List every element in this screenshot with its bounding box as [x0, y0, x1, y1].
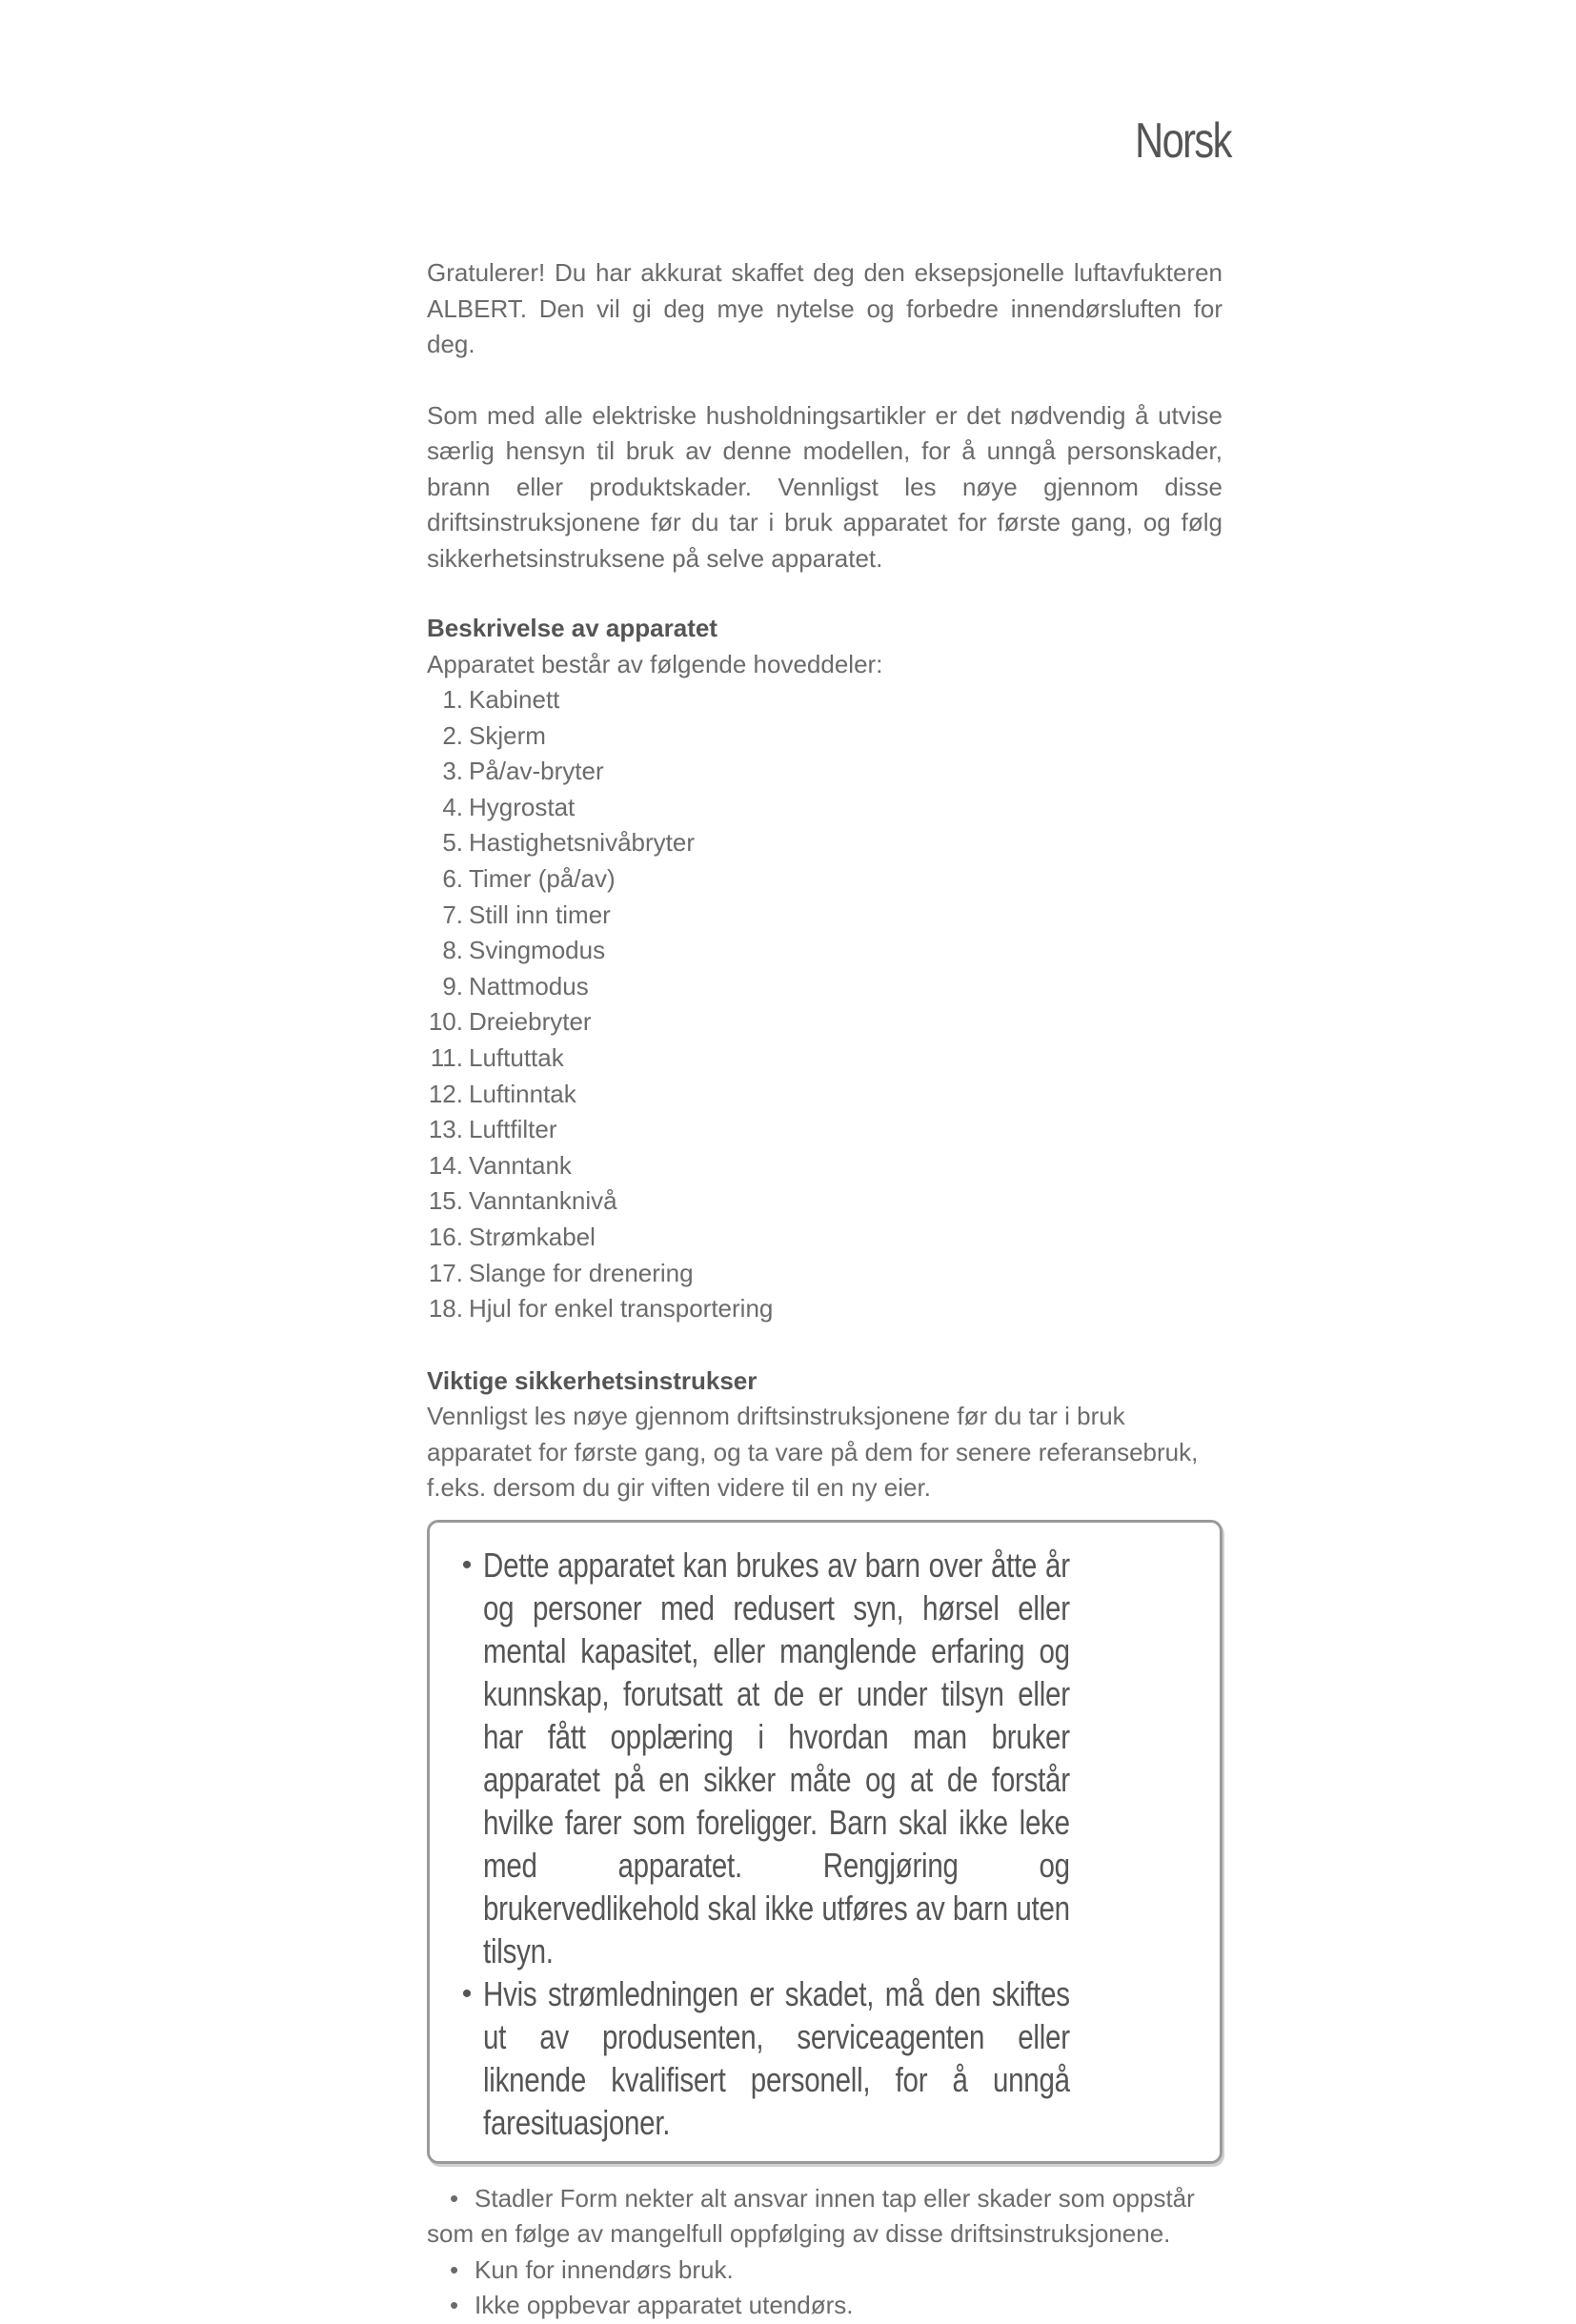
part-label: Luftinntak	[469, 1079, 576, 1108]
description-intro: Apparatet består av følgende hoveddeler:	[427, 649, 883, 678]
list-item	[427, 1077, 1222, 1113]
part-number: 8.	[442, 936, 463, 965]
warning-box	[427, 1520, 1222, 2164]
part-label: Dreiebryter	[469, 1007, 592, 1037]
part-label: Luftuttak	[469, 1042, 564, 1072]
list-item	[427, 1183, 1222, 1220]
description-heading: Beskrivelse av apparatet	[427, 614, 717, 642]
part-number: 6.	[442, 863, 463, 893]
part-number: 16.	[428, 1222, 463, 1251]
list-item	[427, 1112, 1222, 1148]
note-text: Stadler Form nekter alt ansvar innen tap eller skader som oppstår som en følge av mangelfull oppfølging av disse driftsinstruksjonene.	[427, 2183, 1195, 2249]
part-number: 13.	[428, 1115, 463, 1144]
list-item	[427, 1041, 1222, 1077]
warning-item	[451, 1972, 1199, 2144]
note-item	[427, 2288, 1222, 2324]
list-item	[427, 933, 1222, 969]
part-number: 18.	[428, 1294, 463, 1324]
list-item	[427, 1148, 1222, 1184]
list-item	[427, 718, 1222, 755]
note-text: Ikke oppbevar apparatet utendørs.	[475, 2291, 854, 2320]
list-item	[427, 1004, 1222, 1041]
list-item	[427, 1220, 1222, 1256]
bullet-icon: •	[461, 1548, 473, 1581]
safety-intro: Vennligst les nøye gjennom driftsinstruksjonene før du tar i bruk apparatet for første gang, og ta vare på dem for senere referansebruk, f.eks. dersom du gir viften videre til en ny eier.	[427, 1402, 1199, 1503]
part-label: Vanntanknivå	[469, 1186, 617, 1216]
list-item	[427, 898, 1222, 934]
note-item	[427, 2181, 1222, 2253]
part-label: Skjerm	[469, 720, 546, 750]
part-label: Slange for drenering	[469, 1258, 694, 1287]
safety-heading: Viktige sikkerhetsinstrukser	[427, 1365, 758, 1395]
part-number: 7.	[442, 899, 463, 929]
parts-list	[427, 682, 1222, 1327]
part-label: Svingmodus	[469, 936, 606, 965]
part-number: 5.	[442, 828, 463, 858]
part-number: 15.	[428, 1186, 463, 1216]
part-label: Kabinett	[469, 685, 560, 714]
part-number: 9.	[442, 971, 463, 1000]
part-label: Hygrostat	[469, 792, 576, 821]
intro-paragraph-2: Som med alle elektriske husholdningsartikler er det nødvendig å utvise særlig hensyn til bruk av denne modellen, for å unngå personskader, brann eller produktskader. Vennligst les nøye gjennom disse driftsinstruksjonene før du tar i bruk apparatet for første gang, og følg sikkerhetsinstruksene på selve apparatet.	[427, 400, 1222, 573]
part-label: Nattmodus	[469, 971, 589, 1000]
part-number: 12.	[428, 1079, 463, 1108]
part-label: Hastighetsnivåbryter	[469, 828, 695, 858]
part-label: Strømkabel	[469, 1222, 596, 1251]
list-item	[427, 754, 1222, 790]
warning-text: Hvis strømledningen er skadet, må den skiftes ut av produsenten, serviceagenten eller liknende kvalifisert personell, for å unngå faresituasjoner.	[483, 1973, 1070, 2142]
list-item	[427, 825, 1222, 861]
list-item	[427, 861, 1222, 898]
list-item	[427, 1256, 1222, 1292]
part-number: 3.	[442, 757, 463, 786]
list-item	[427, 1291, 1222, 1327]
part-number: 4.	[442, 792, 463, 821]
part-number: 14.	[428, 1150, 463, 1180]
language-label: Norsk	[1135, 113, 1231, 169]
part-number: 2.	[442, 720, 463, 750]
list-item	[427, 790, 1222, 826]
bullet-icon: •	[450, 2183, 459, 2213]
part-label: På/av-bryter	[469, 757, 604, 786]
bullet-icon: •	[450, 2291, 459, 2320]
part-label: Luftfilter	[469, 1115, 557, 1144]
part-label: Hjul for enkel transportering	[469, 1294, 774, 1324]
part-label: Timer (på/av)	[469, 863, 616, 893]
bullet-icon: •	[450, 2254, 459, 2284]
part-label: Vanntank	[469, 1150, 572, 1180]
intro-paragraph-1: Gratulerer! Du har akkurat skaffet deg den eksepsjonelle luftavfukteren ALBERT. Den vil gi deg mye nytelse og forbedre innendørsluften for deg.	[427, 258, 1222, 358]
note-text: Kun for innendørs bruk.	[475, 2254, 734, 2284]
warning-item	[451, 1544, 1199, 1972]
warning-text: Dette apparatet kan brukes av barn over åtte år og personer med redusert syn, hørsel eller mental kapasitet, eller manglende erfaring og kunnskap, forutsatt at de er under tilsyn eller har fått opplæring i hvordan man bruker apparatet på en sikker måte og at de forstår hvilke farer som foreligger. Barn skal ikke leke med apparatet. Rengjøring og brukervedlikehold skal ikke utføres av barn uten tilsyn.	[483, 1545, 1070, 1970]
note-item	[427, 2253, 1222, 2289]
list-item	[427, 969, 1222, 1005]
part-label: Still inn timer	[469, 899, 611, 929]
part-number: 1.	[442, 685, 463, 714]
list-item	[427, 682, 1222, 718]
bullet-icon: •	[461, 1977, 473, 2010]
part-number: 17.	[428, 1258, 463, 1287]
notes-list	[427, 2181, 1222, 2324]
page-content	[427, 255, 1222, 2324]
part-number: 11.	[430, 1042, 463, 1072]
part-number: 10.	[428, 1007, 463, 1037]
